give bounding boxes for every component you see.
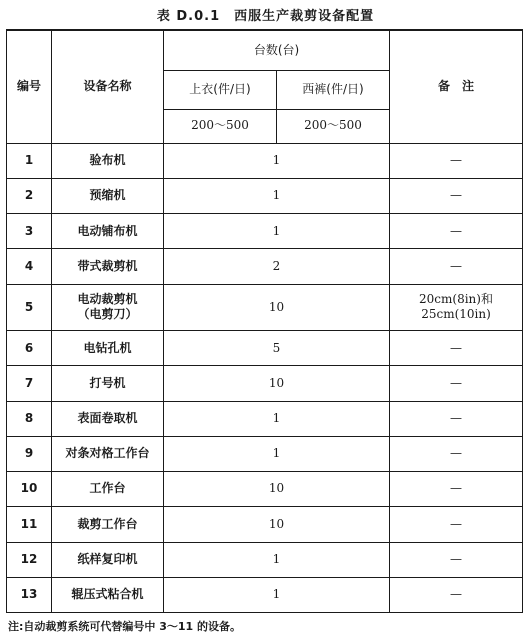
table-footnote: 注:自动裁剪系统可代替编号中 3～11 的设备。 [8,620,242,633]
table-row [7,331,523,366]
table-row [7,542,523,577]
table-row [7,577,523,612]
table-row [7,179,523,214]
row-remark: — [390,472,523,507]
row-name: 电动铺布机 [52,214,164,249]
row-no: 13 [7,577,52,612]
row-remark: — [390,436,523,471]
row-no: 9 [7,436,52,471]
header-remark [390,30,523,143]
row-remark: — [390,542,523,577]
header-remark-text: 备 注 [437,79,474,94]
row-name: 预缩机 [52,179,164,214]
row-no: 11 [7,507,52,542]
row-count: 10 [164,507,390,542]
row-count: 1 [164,436,390,471]
row-no: 4 [7,249,52,284]
row-name: 电钻孔机 [52,331,164,366]
header-row-1 [7,30,523,71]
row-remark: — [390,401,523,436]
row-name-line2: （电剪刀） [77,307,138,322]
row-count: 10 [164,366,390,401]
row-remark: — [390,143,523,178]
table-row [7,472,523,507]
row-name [52,284,164,331]
row-count: 10 [164,284,390,331]
row-remark: — [390,179,523,214]
equipment-table [6,29,523,613]
row-remark: — [390,577,523,612]
row-name: 辊压式粘合机 [52,577,164,612]
row-name: 带式裁剪机 [52,249,164,284]
table-row [7,143,523,178]
row-count: 1 [164,577,390,612]
row-name: 验布机 [52,143,164,178]
row-remark: — [390,366,523,401]
row-remark: — [390,249,523,284]
row-no: 12 [7,542,52,577]
row-name: 表面卷取机 [52,401,164,436]
table-row [7,401,523,436]
header-name: 设备名称 [52,30,164,143]
table-row [7,436,523,471]
row-no: 3 [7,214,52,249]
row-count: 1 [164,143,390,178]
table-row [7,249,523,284]
header-trousers: 西裤(件/日) [277,71,390,109]
row-count: 1 [164,179,390,214]
row-name: 纸样复印机 [52,542,164,577]
row-name: 对条对格工作台 [52,436,164,471]
table-row [7,214,523,249]
row-remark [390,284,523,331]
row-count: 1 [164,214,390,249]
header-jacket: 上衣(件/日) [164,71,277,109]
row-count: 10 [164,472,390,507]
table-title: 表 D.0.1 西服生产裁剪设备配置 [156,9,375,24]
row-count: 1 [164,401,390,436]
row-name: 裁剪工作台 [52,507,164,542]
row-no: 8 [7,401,52,436]
row-remark: — [390,214,523,249]
header-count: 台数(台) [164,30,390,71]
table-row [7,507,523,542]
row-remark-line1: 20cm(8in)和 [419,291,493,306]
trousers-range: 200～500 [277,109,390,143]
row-no: 5 [7,284,52,331]
row-count: 2 [164,249,390,284]
row-name: 打号机 [52,366,164,401]
table-row [7,284,523,331]
row-no: 7 [7,366,52,401]
row-remark: — [390,331,523,366]
row-no: 6 [7,331,52,366]
row-remark-line2: 25cm(10in) [421,307,491,322]
row-name-line1: 电动裁剪机 [77,291,138,306]
row-count: 5 [164,331,390,366]
row-count: 1 [164,542,390,577]
jacket-range: 200～500 [164,109,277,143]
row-name: 工作台 [52,472,164,507]
row-no: 1 [7,143,52,178]
row-no: 10 [7,472,52,507]
table-row [7,366,523,401]
header-no: 编号 [7,30,52,143]
row-remark: — [390,507,523,542]
row-no: 2 [7,179,52,214]
